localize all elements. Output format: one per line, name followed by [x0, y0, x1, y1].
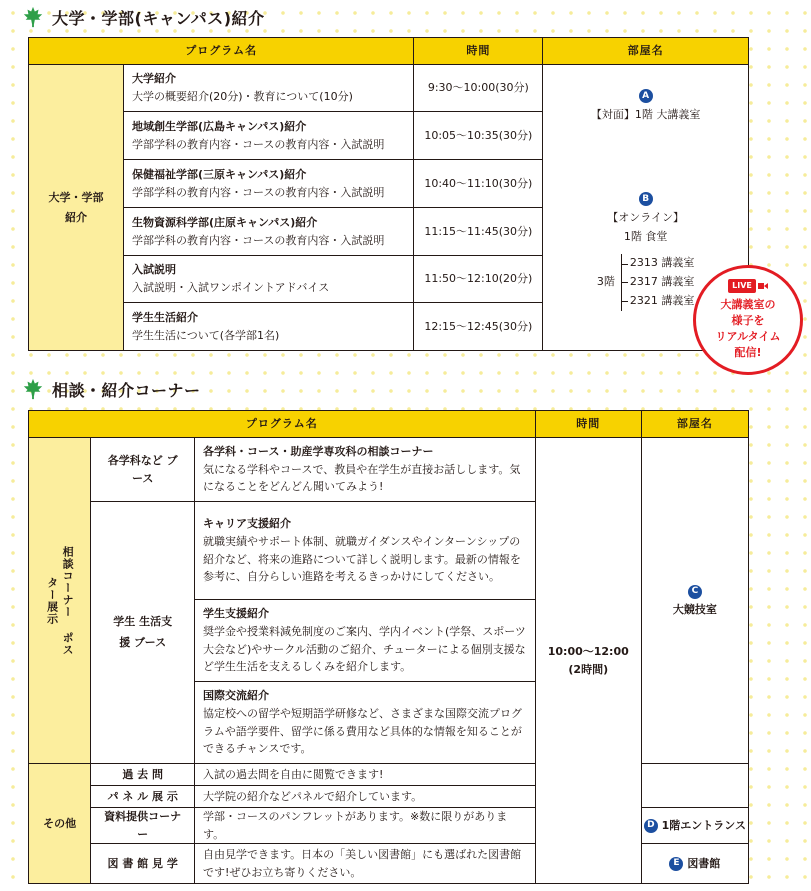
- support-title: 学生支援紹介: [203, 607, 269, 621]
- room-2321: 2321 講義室: [622, 292, 695, 311]
- time-sub: (2時間): [568, 662, 609, 676]
- room-d-text: 1階エントランス: [661, 818, 746, 832]
- booth2-label: 学生 生活支援 ブース: [113, 614, 173, 649]
- program-desc: 学部学科の教育内容・コースの教育内容・入試説明: [131, 185, 385, 199]
- room-c-badge: C: [688, 585, 702, 599]
- section1-title-text: 大学・学部(キャンパス)紹介: [52, 8, 265, 28]
- live-line2: 様子を: [731, 313, 765, 327]
- room-2317: 2317 講義室: [622, 273, 695, 292]
- time-cell: 10:40〜11:10(30分): [414, 160, 543, 208]
- booth-label-cell: [91, 438, 195, 502]
- live-tag: [728, 279, 768, 293]
- time-cell: 12:15〜12:45(30分): [414, 303, 543, 351]
- program-name: 保健福祉学部(三原キャンパス)紹介: [131, 167, 307, 181]
- program-cell: [195, 600, 536, 682]
- program-desc: 学生生活について(各学部1名): [131, 328, 280, 342]
- header-room: 部屋名: [641, 411, 748, 438]
- room-b-badge: B: [639, 192, 653, 206]
- header-program: プログラム名: [29, 411, 536, 438]
- program-cell: [195, 438, 536, 502]
- room-a-badge: A: [639, 89, 653, 103]
- table-row: [29, 65, 749, 112]
- consultation-table: [28, 410, 749, 884]
- room-empty-cell: [641, 764, 748, 808]
- live-line3: リアルタイム: [715, 329, 781, 343]
- third-floor-label: 3階: [596, 275, 615, 289]
- program-desc: 入試説明・入試ワンポイントアドバイス: [131, 281, 330, 294]
- live-tag-text: LIVE: [728, 279, 756, 293]
- room-b-line2: 1階 食堂: [623, 229, 668, 243]
- booth1-title: 各学科・コース・助産学専攻科の相談コーナー: [203, 445, 434, 459]
- room-a: [551, 87, 740, 124]
- room-c-cell: [641, 438, 748, 764]
- program-cell: [123, 112, 413, 160]
- program-cell: [123, 256, 413, 303]
- video-camera-icon: [758, 282, 768, 290]
- time-main: 10:00〜12:00: [547, 645, 629, 658]
- program-cell: [123, 65, 413, 112]
- header-room: 部屋名: [543, 38, 749, 65]
- table-row: [29, 438, 749, 502]
- intl-desc: 協定校への留学や短期語学研修など、さまざまな国際交流プログラムや語学要件、留学に係る費用など具体的な情報を知ることができるチャンスです。: [203, 706, 522, 756]
- other-category-cell: その他: [29, 764, 91, 884]
- time-cell: 9:30〜10:00(30分): [414, 65, 543, 112]
- maple-leaf-icon: [22, 6, 44, 28]
- header-time: 時間: [414, 38, 543, 65]
- section2-title: [22, 376, 201, 402]
- third-floor-rooms: [621, 254, 695, 310]
- room-a-text: 【対面】1階 大講義室: [590, 107, 701, 121]
- section2-title-text: 相談・紹介コーナー: [52, 380, 201, 400]
- category-label: 大学・学部 紹介: [48, 190, 104, 224]
- time-cell: 11:50〜12:10(20分): [414, 256, 543, 303]
- live-line1: 大講義室の: [720, 297, 776, 311]
- poster-category-cell: [29, 438, 91, 764]
- poster-category-label: 相談コーナー ポスター展示: [45, 545, 75, 656]
- other-desc: 自由見学できます。日本の「美しい図書館」にも選ばれた図書館です!ぜひお立ち寄りください。: [195, 844, 536, 884]
- program-cell: [195, 502, 536, 600]
- program-cell: [123, 208, 413, 256]
- room-d-badge: D: [644, 819, 658, 833]
- intl-title: 国際交流紹介: [203, 689, 269, 703]
- room-c-text: 大競技室: [672, 602, 717, 616]
- career-desc: 就職実績やサポート体制、就職ガイダンスやインターンシップの紹介など、将来の進路について詳しく説明します。最新の情報を参考に、自分らしい進路を考えるきっかけにしてください。: [203, 534, 521, 584]
- career-title: キャリア支援紹介: [203, 517, 291, 531]
- room-e-cell: [641, 844, 748, 884]
- table-row: [29, 808, 749, 844]
- program-desc: 学部学科の教育内容・コースの教育内容・入試説明: [131, 233, 385, 247]
- time-cell: 10:05〜10:35(30分): [414, 112, 543, 160]
- support-desc: 奨学金や授業料減免制度のご案内、学内イベント(学祭、スポーツ大会など)やサークル活動のご紹介、チューターによる個別支援など学生生活を支えるしくみを紹介します。: [203, 624, 526, 674]
- program-name: 大学紹介: [131, 72, 176, 86]
- program-cell: [123, 303, 413, 351]
- booth-label-cell: [91, 502, 195, 764]
- other-name: パ ネ ル 展 示: [91, 786, 195, 808]
- program-name: 学生生活紹介: [131, 310, 198, 324]
- program-name: 入試説明: [131, 263, 176, 277]
- table-row: [29, 844, 749, 884]
- room-2313: 2313 講義室: [622, 254, 695, 273]
- program-cell: [123, 160, 413, 208]
- time-cell: [535, 438, 641, 884]
- other-name: 過 去 問: [91, 764, 195, 786]
- room-e-badge: E: [669, 857, 683, 871]
- program-desc: 学部学科の教育内容・コースの教育内容・入試説明: [131, 137, 385, 151]
- other-desc: 学部・コースのパンフレットがあります。※数に限りがあります。: [195, 808, 536, 844]
- program-name: 生物資源科学部(庄原キャンパス)紹介: [131, 215, 318, 229]
- room-b-line1: 【オンライン】: [607, 211, 684, 225]
- room-d-cell: [641, 808, 748, 844]
- other-desc: 入試の過去問を自由に閲覧できます!: [195, 764, 536, 786]
- header-time: 時間: [535, 411, 641, 438]
- other-desc: 大学院の紹介などパネルで紹介しています。: [195, 786, 536, 808]
- poster-category: [29, 541, 90, 661]
- maple-leaf-icon: [22, 378, 44, 400]
- live-line4: 配信!: [734, 345, 762, 359]
- program-cell: [195, 682, 536, 764]
- category-cell: [29, 65, 124, 351]
- room-e-text: 図書館: [687, 856, 721, 870]
- booth1-desc: 気になる学科やコースで、教員や在学生が直接お話しします。気になることをどんどん聞いてみよう!: [203, 462, 521, 494]
- table-row: [29, 764, 749, 786]
- section1-title: [22, 4, 265, 30]
- program-name: 地域創生学部(広島キャンパス)紹介: [131, 119, 307, 133]
- other-name: 図 書 館 見 学: [91, 844, 195, 884]
- booth1-label: 各学科など ブース: [107, 453, 178, 485]
- time-cell: 11:15〜11:45(30分): [414, 208, 543, 256]
- program-desc: 大学の概要紹介(20分)・教育について(10分): [131, 90, 353, 103]
- header-program: プログラム名: [29, 38, 414, 65]
- campus-intro-table: [28, 37, 749, 351]
- live-stream-badge: [693, 265, 803, 375]
- other-name: 資料提供コーナー: [91, 808, 195, 844]
